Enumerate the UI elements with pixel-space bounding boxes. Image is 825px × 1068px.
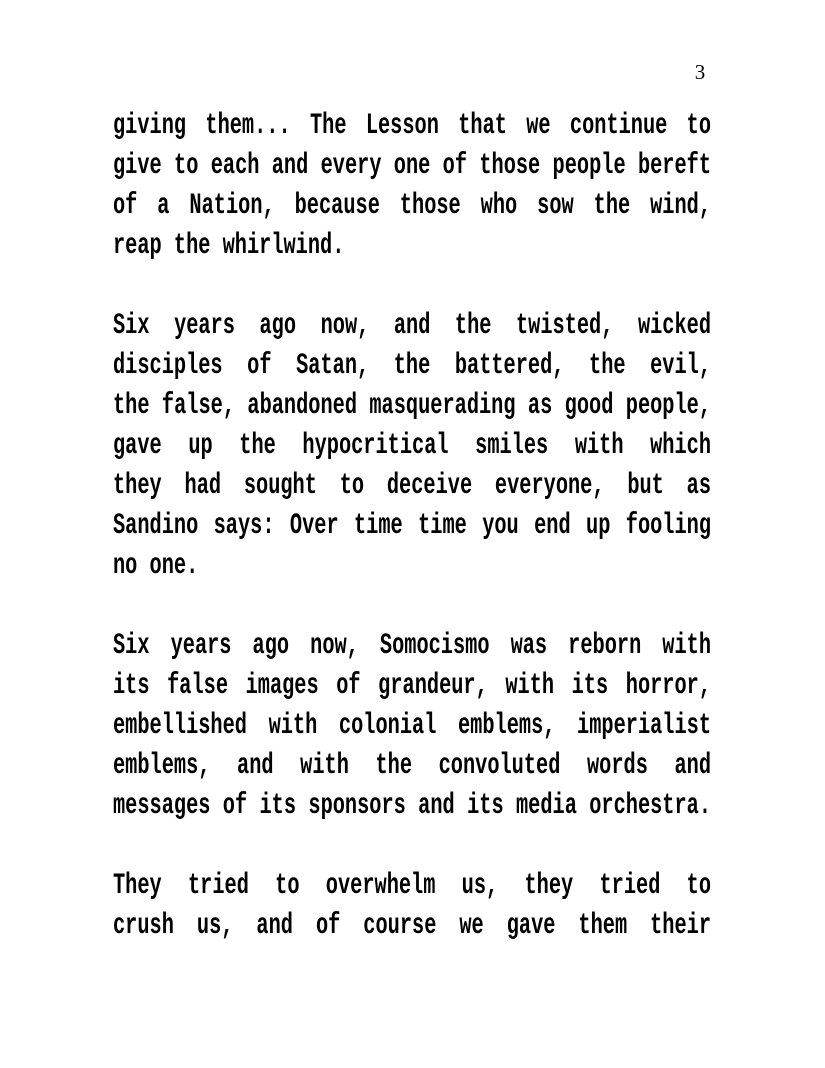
text-line: crush us, and of course we gave them their bbox=[113, 909, 712, 943]
text-line: reap the whirlwind. bbox=[113, 229, 345, 263]
text-line: gave up the hypocritical smiles with which bbox=[113, 429, 712, 463]
document-body bbox=[113, 106, 711, 946]
text-line: its false images of grandeur, with its horror, bbox=[113, 669, 712, 703]
text-line: disciples of Satan, the battered, the evil, bbox=[113, 349, 712, 383]
text-line: give to each and every one of those people bereft bbox=[113, 149, 712, 183]
text-line: the false, abandoned masquerading as good people, bbox=[113, 389, 712, 423]
text-line: Six years ago now, and the twisted, wicked bbox=[113, 309, 712, 343]
paragraph bbox=[113, 306, 711, 586]
text-line: messages of its sponsors and its media orchestra. bbox=[113, 789, 712, 823]
text-line: They tried to overwhelm us, they tried to bbox=[113, 869, 712, 903]
paragraph bbox=[113, 106, 711, 266]
text-line: they had sought to deceive everyone, but as bbox=[113, 469, 712, 503]
text-line: embellished with colonial emblems, imperialist bbox=[113, 709, 712, 743]
paragraph bbox=[113, 866, 711, 946]
text-line: no one. bbox=[113, 549, 199, 583]
text-line: emblems, and with the convoluted words and bbox=[113, 749, 712, 783]
text-line: giving them... The Lesson that we continue to bbox=[113, 109, 712, 143]
paragraph bbox=[113, 626, 711, 826]
text-line: Six years ago now, Somocismo was reborn with bbox=[113, 629, 712, 663]
page-number: 3 bbox=[694, 60, 706, 84]
text-line: Sandino says: Over time time you end up fooling bbox=[113, 509, 712, 543]
text-line: of a Nation, because those who sow the wind, bbox=[113, 189, 712, 223]
